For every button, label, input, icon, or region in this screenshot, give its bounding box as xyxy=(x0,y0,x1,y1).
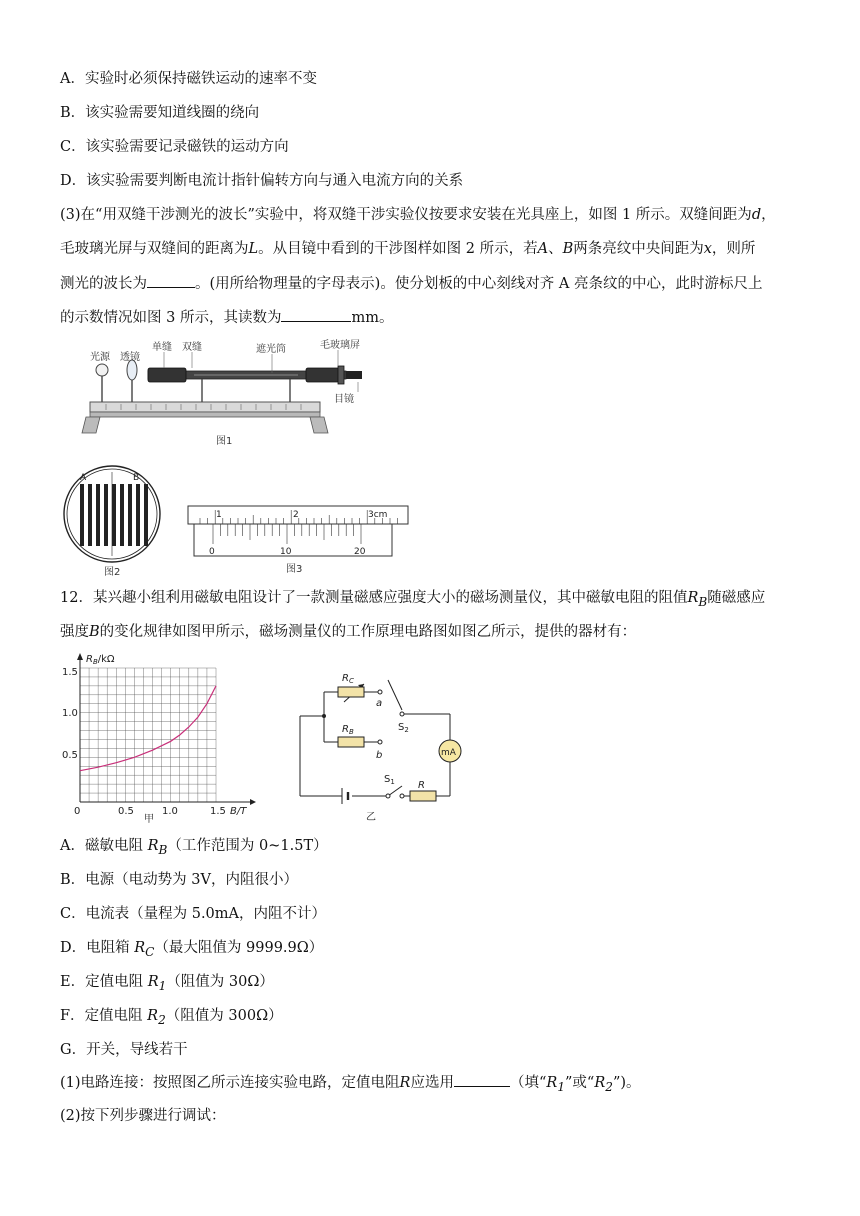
vernier-tick-20: 20 xyxy=(354,547,366,557)
wavelength-answer-blank[interactable] xyxy=(147,273,195,288)
q11-part3-line2: 毛玻璃光屏与双缝间的距离为L。从目镜中看到的干涉图样如图 2 所示，若A、B两条亮纹中央间距为x，则所 xyxy=(60,241,756,257)
option-d: D．该实验需要判断电流计指针偏转方向与通入电流方向的关系 xyxy=(60,173,464,189)
main-scale-tick-2: 2 xyxy=(293,510,299,520)
label-light-source: 光源 xyxy=(90,352,110,363)
equipment-g: G．开关，导线若干 xyxy=(60,1042,188,1058)
label-lens: 透镜 xyxy=(120,352,140,363)
figure-3-vernier-caliper xyxy=(184,500,414,578)
vernier-tick-10: 10 xyxy=(280,547,292,557)
s1-label: $S_1$ xyxy=(384,774,395,786)
q11-part3-line4: 的示数情况如图 3 所示，其读数为 mm。 xyxy=(60,307,393,328)
light-source-icon xyxy=(96,364,108,376)
option-b: B．该实验需要知道线圈的绕向 xyxy=(60,105,260,121)
main-scale-tick-3cm: 3cm xyxy=(368,510,388,520)
main-scale-tick-1: 1 xyxy=(216,510,222,520)
vernier-tick-0: 0 xyxy=(209,547,215,557)
meter-label: mA xyxy=(441,748,456,758)
fringe-label-a: A xyxy=(80,473,87,483)
y-axis-label: $R_B/k\Omega$ xyxy=(86,654,115,666)
rb-curve xyxy=(80,686,216,771)
equipment-e: E．定值电阻 $R_1$（阻值为 30Ω） xyxy=(60,974,274,993)
q11-part3-line3: 测光的波长为 。(用所给物理量的字母表示)。使分划板的中心刻线对齐 A 亮条纹的中心，此时游标尺上 xyxy=(60,273,763,294)
x-axis-label: B/T xyxy=(230,806,247,817)
q11-part3-line1: (3)在“用双缝干涉测光的波长”实验中，将双缝干涉实验仪按要求安装在光具座上，如图 1 所示。双缝间距为d， xyxy=(60,207,776,223)
label-screen: 毛玻璃屏 xyxy=(320,340,360,351)
graph-rb-vs-b xyxy=(60,650,260,825)
resistor-choice-blank[interactable] xyxy=(454,1072,510,1087)
rc-label: $R_C$ xyxy=(342,673,354,685)
label-eyepiece: 目镜 xyxy=(334,394,354,405)
rb-label: $R_B$ xyxy=(342,724,354,736)
y-tick-1.0: 1.0 xyxy=(62,708,78,719)
x-tick-1.5: 1.5 xyxy=(210,806,226,817)
option-c: C．该实验需要记录磁铁的运动方向 xyxy=(60,139,289,155)
label-single-slit: 单缝 xyxy=(152,342,172,353)
terminal-a-label: a xyxy=(376,698,383,709)
y-tick-1.5: 1.5 xyxy=(62,667,78,678)
equipment-c: C．电流表（量程为 5.0mA，内阻不计） xyxy=(60,906,326,922)
circuit-diagram xyxy=(292,664,472,824)
lens-icon xyxy=(127,360,137,380)
figure-2-interference-pattern xyxy=(60,462,170,578)
figure-2-caption: 图2 xyxy=(104,567,121,578)
q12-sub1: (1)电路连接：按照图乙所示连接实验电路，定值电阻R应选用 （填“$R_1$”或“$R_2$”)。 xyxy=(60,1072,641,1097)
q12-line2: 强度B的变化规律如图甲所示，磁场测量仪的工作原理电路图如图乙所示，提供的器材有： xyxy=(60,624,637,640)
magnetoresistor-rb xyxy=(338,737,364,747)
equipment-b: B．电源（电动势为 3V，内阻很小） xyxy=(60,872,298,888)
graph-caption: 甲 xyxy=(144,814,154,825)
equipment-d: D．电阻箱 $R_C$（最大阻值为 9999.9Ω） xyxy=(60,940,324,959)
figure-3-caption: 图3 xyxy=(286,564,303,575)
terminal-b-label: b xyxy=(376,750,383,761)
circuit-caption: 乙 xyxy=(366,812,376,823)
q12-line1: 12．某兴趣小组利用磁敏电阻设计了一款测量磁感应强度大小的磁场测量仪，其中磁敏电阻的阻值$R_B$随磁感应 xyxy=(60,590,766,609)
x-tick-0.5: 0.5 xyxy=(118,806,134,817)
q12-sub2: (2)按下列步骤进行调试： xyxy=(60,1108,226,1124)
equipment-f: F．定值电阻 $R_2$（阻值为 300Ω） xyxy=(60,1008,283,1027)
resistor-box-rc xyxy=(338,687,364,697)
figure-1-caption: 图1 xyxy=(216,436,233,447)
x-tick-1.0: 1.0 xyxy=(162,806,178,817)
figure-1-optical-bench xyxy=(76,338,360,450)
fixed-resistor-r xyxy=(410,791,436,801)
reading-answer-blank[interactable] xyxy=(281,307,351,322)
label-double-slit: 双缝 xyxy=(182,342,202,353)
option-a: A．实验时必须保持磁铁运动的速率不变 xyxy=(60,71,317,87)
r-label: R xyxy=(418,780,425,791)
s2-label: $S_2$ xyxy=(398,722,409,734)
fringe-label-b: B xyxy=(133,473,140,483)
label-tube: 遮光筒 xyxy=(256,344,286,355)
bench-rail xyxy=(90,402,320,412)
y-tick-0.5: 0.5 xyxy=(62,750,78,761)
equipment-a: A．磁敏电阻 $R_B$（工作范围为 0~1.5T） xyxy=(60,838,328,857)
x-tick-0: 0 xyxy=(74,806,81,817)
